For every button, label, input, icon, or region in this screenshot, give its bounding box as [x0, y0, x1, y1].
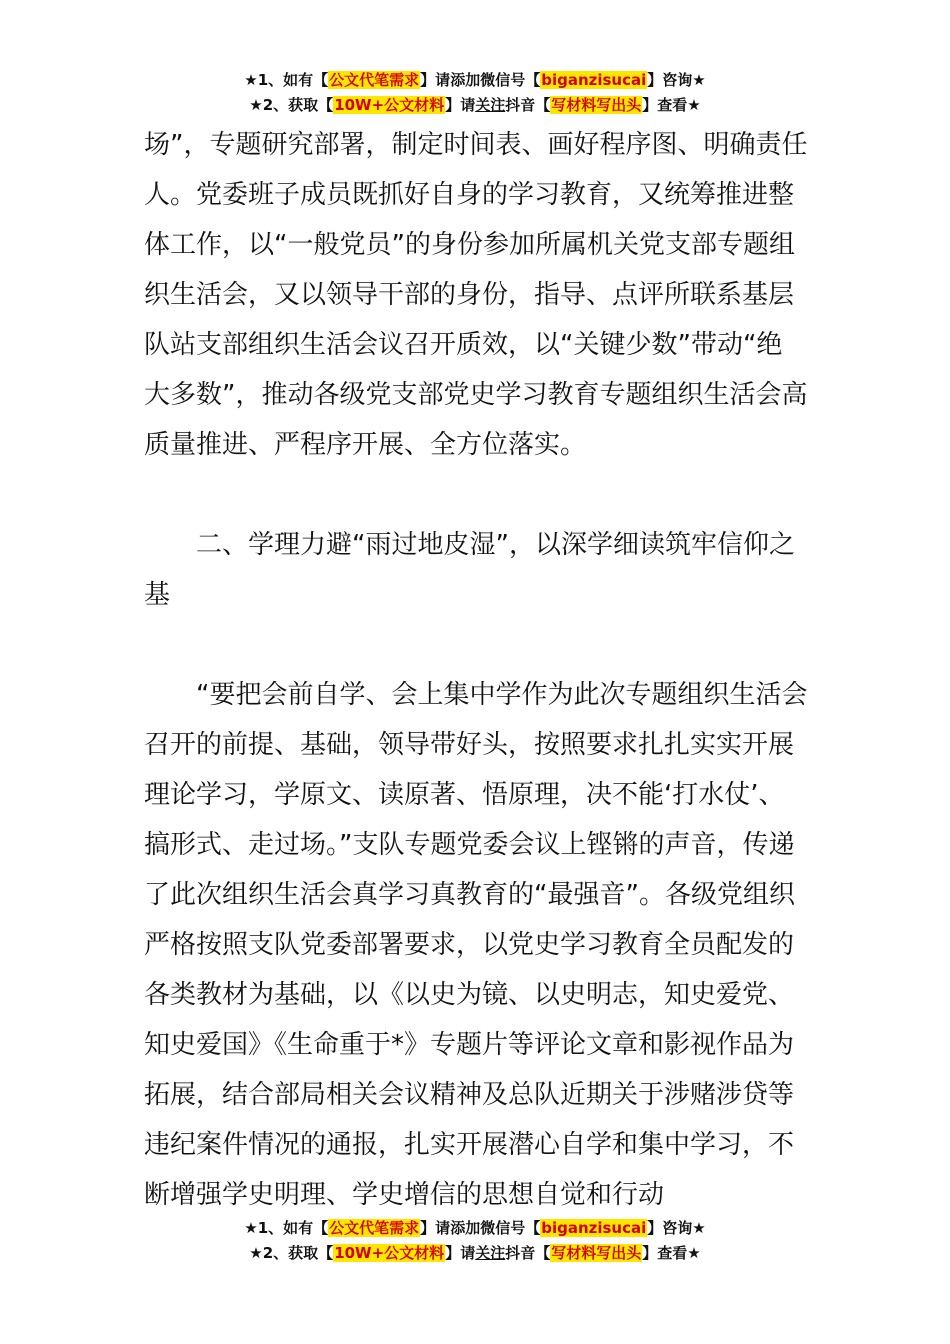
- header-line-1-emph: 添加: [450, 71, 481, 89]
- footer-line-2-highlight-2: 写材料写出头: [551, 1244, 642, 1262]
- footer-line-2: [0, 1241, 950, 1266]
- header-line-2-suffix: 】查看★: [642, 96, 701, 114]
- footer-line-1-mid-2: 微信号【: [480, 1219, 541, 1237]
- header-line-2-mid-1: 】请: [445, 96, 476, 114]
- header-line-2: [0, 93, 950, 118]
- header-line-1: [0, 68, 950, 93]
- header-line-1-suffix: 】咨询★: [647, 71, 706, 89]
- document-body: [144, 120, 808, 1220]
- header-line-2-highlight-2: 写材料写出头: [551, 96, 642, 114]
- footer-line-1-mid-1: 】请: [420, 1219, 451, 1237]
- footer-banner: [0, 1216, 950, 1266]
- paragraph-gap: [144, 470, 808, 520]
- body-paragraph-1: 场”，专题研究部署，制定时间表、画好程序图、明确责任人。党委班子成员既抓好自身的学习教育，又统筹推进整体工作，以“一般党员”的身份参加所属机关党支部专题组织生活会，又以领导干部的身份，指导、点评所联系基层队站支部组织生活会议召开质效，以“关键少数”带动“绝大多数”，推动各级党支部党史学习教育专题组织生活会高质量推进、严程序开展、全方位落实。: [144, 130, 808, 460]
- footer-line-2-emph: 关注: [475, 1244, 506, 1262]
- footer-line-1-highlight-2: biganzisucai: [541, 1219, 647, 1237]
- header-line-2-prefix: ★2、获取【: [249, 96, 334, 114]
- footer-line-2-prefix: ★2、获取【: [249, 1244, 334, 1262]
- footer-line-2-mid-1: 】请: [445, 1244, 476, 1262]
- header-line-2-mid-2: 抖音【: [505, 96, 551, 114]
- footer-line-2-highlight-1: 10W+公文材料: [334, 1244, 445, 1262]
- header-line-1-highlight-1: 公文代笔需求: [329, 71, 420, 89]
- body-paragraph-2: “要把会前自学、会上集中学作为此次专题组织生活会召开的前提、基础，领导带好头，按照要求扎扎实实开展理论学习，学原文、读原著、悟原理，决不能‘打水仗’、搞形式、走过场。”支队专题党委会议上铿锵的声音，传递了此次组织生活会真学习真教育的“最强音”。各级党组织严格按照支队党委部署要求，以党史学习教育全员配发的各类教材为基础，以《以史为镜、以史明志，知史爱党、知史爱国》《生命重于*》专题片等评论文章和影视作品为拓展，结合部局相关会议精神及总队近期关于涉赌涉贷等违纪案件情况的通报，扎实开展潜心自学和集中学习，不断增强学史明理、学史增信的思想自觉和行动: [144, 680, 808, 1210]
- header-line-2-highlight-1: 10W+公文材料: [334, 96, 445, 114]
- footer-line-1-prefix: ★1、如有【: [244, 1219, 329, 1237]
- section-heading-2: 二、学理力避“雨过地皮湿”，以深学细读筑牢信仰之基: [144, 530, 795, 610]
- footer-line-1-suffix: 】咨询★: [647, 1219, 706, 1237]
- footer-line-2-mid-2: 抖音【: [505, 1244, 551, 1262]
- footer-line-1: [0, 1216, 950, 1241]
- footer-line-1-emph: 添加: [450, 1219, 481, 1237]
- header-banner: [0, 68, 950, 118]
- paragraph-gap: [144, 620, 808, 670]
- header-line-1-highlight-2: biganzisucai: [541, 71, 647, 89]
- footer-line-2-suffix: 】查看★: [642, 1244, 701, 1262]
- header-line-1-mid-1: 】请: [420, 71, 451, 89]
- header-line-1-prefix: ★1、如有【: [244, 71, 329, 89]
- footer-line-1-highlight-1: 公文代笔需求: [329, 1219, 420, 1237]
- header-line-2-emph: 关注: [475, 96, 506, 114]
- header-line-1-mid-2: 微信号【: [480, 71, 541, 89]
